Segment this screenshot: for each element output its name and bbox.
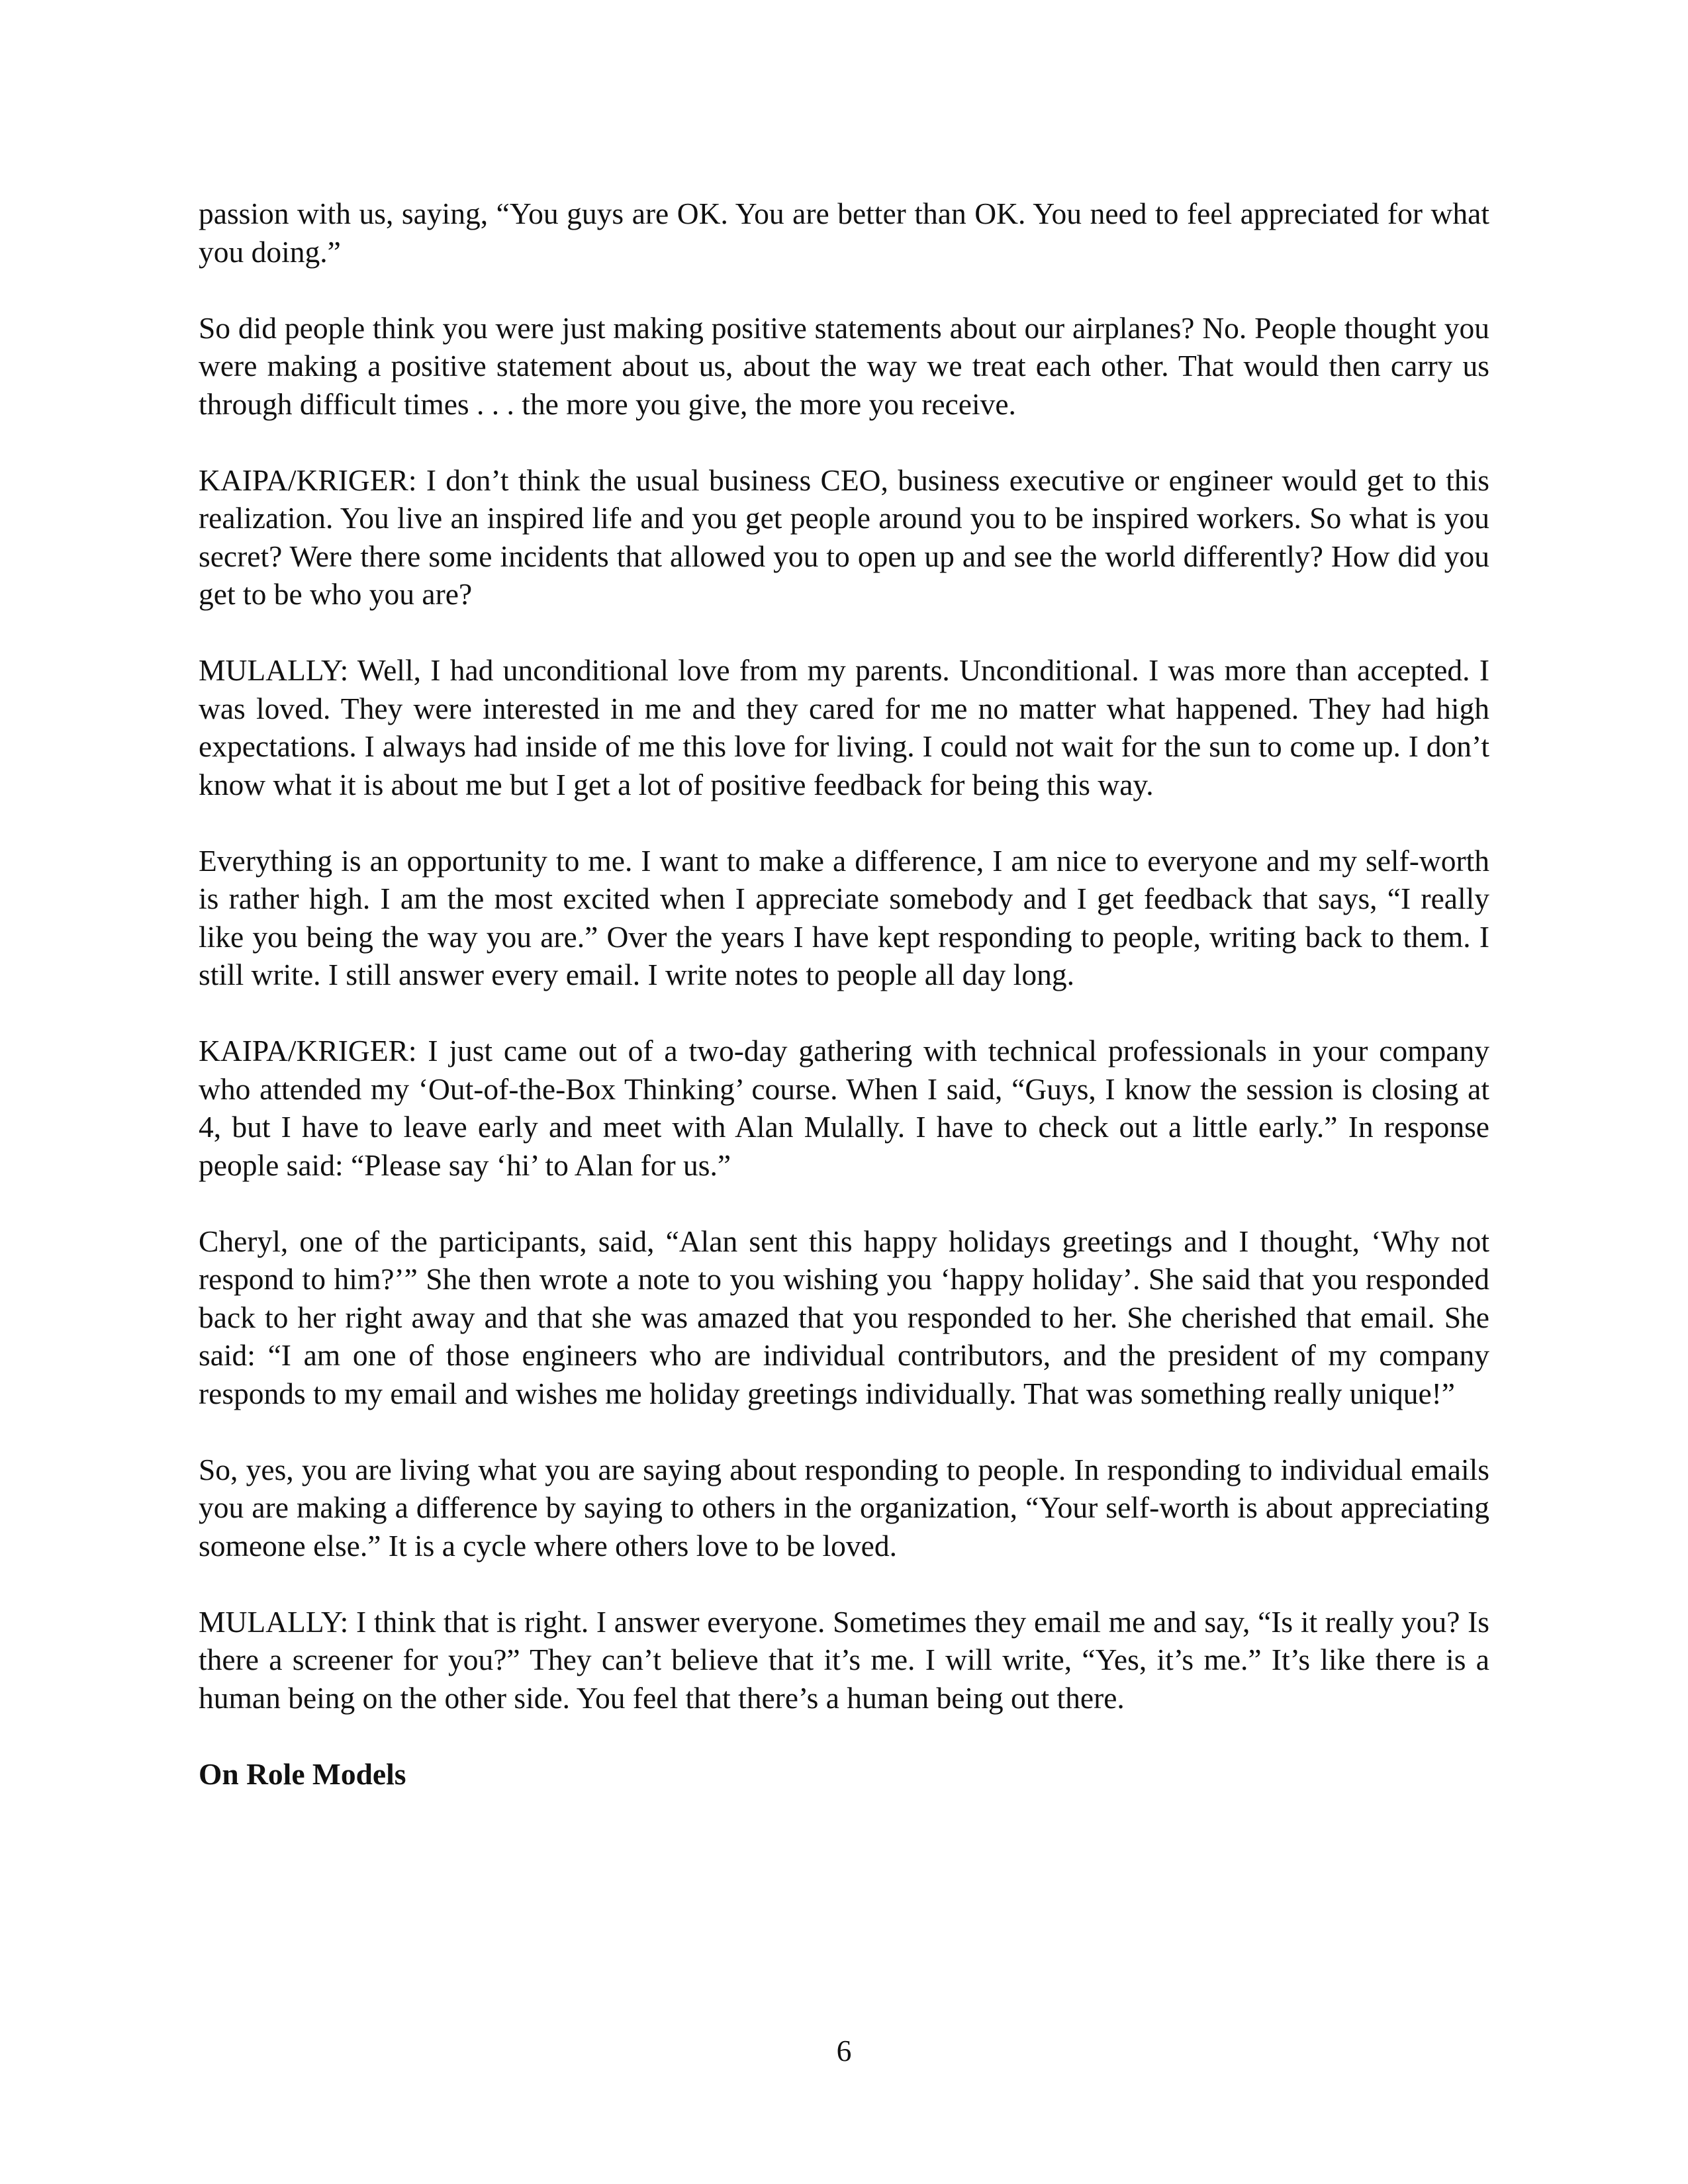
paragraph: passion with us, saying, “You guys are OK. You are better than OK. You need to feel appreciated for what you doing.” (199, 197, 1489, 269)
paragraph: MULALLY: I think that is right. I answer everyone. Sometimes they email me and say, “Is it really you? Is there a screener for you?” They can’t believe that it’s me. I will write, “Yes, it’s me.” It’s like there is a human being on the other side. You feel that there’s a human being out there. (199, 1604, 1489, 1715)
document-body (199, 195, 1489, 1793)
paragraph: MULALLY: Well, I had unconditional love from my parents. Unconditional. I was more than accepted. I was loved. They were interested in me and they cared for me no matter what happened. They had high expectations. I always had inside of me this love for living. I could not wait for the sun to come up. I don’t know what it is about me but I get a lot of positive feedback for being this way. (199, 653, 1489, 801)
paragraph: KAIPA/KRIGER: I don’t think the usual business CEO, business executive or engineer would get to this realization. You live an inspired life and you get people around you to be inspired workers. So what is you secret? Were there some incidents that allowed you to open up and see the world differently? How did you get to be who you are? (199, 463, 1489, 611)
page-number: 6 (836, 2034, 852, 2068)
paragraph: KAIPA/KRIGER: I just came out of a two-day gathering with technical professionals in your company who attended my ‘Out-of-the-Box Thinking’ course. When I said, “Guys, I know the session is closing at 4, but I have to leave early and meet with Alan Mulally. I have to check out a little early.” In response people said: “Please say ‘hi’ to Alan for us.” (199, 1034, 1489, 1182)
paragraph: So did people think you were just making positive statements about our airplanes? No. People thought you were making a positive statement about us, about the way we treat each other. That would then carry us through difficult times . . . the more you give, the more you receive. (199, 310, 1489, 421)
paragraph: Everything is an opportunity to me. I want to make a difference, I am nice to everyone and my self-worth is rather high. I am the most excited when I appreciate somebody and I get feedback that says, “I really like you being the way you are.” Over the years I have kept responding to people, writing back to them. I still write. I still answer every email. I write notes to people all day long. (199, 843, 1489, 991)
paragraph: Cheryl, one of the participants, said, “Alan sent this happy holidays greetings and I thought, ‘Why not respond to him?’” She then wrote a note to you wishing you ‘happy holiday’. She said that you responded back to her right away and that she was amazed that you responded to her. She cherished that email. She said: “I am one of those engineers who are individual contributors, and the president of my company responds to my email and wishes me holiday greetings individually. That was something really unique!” (199, 1224, 1489, 1410)
paragraph: So, yes, you are living what you are saying about responding to people. In responding to individual emails you are making a difference by saying to others in the organization, “Your self-worth is about appreciating someone else.” It is a cycle where others love to be loved. (199, 1452, 1489, 1563)
section-heading: On Role Models (199, 1756, 406, 1791)
